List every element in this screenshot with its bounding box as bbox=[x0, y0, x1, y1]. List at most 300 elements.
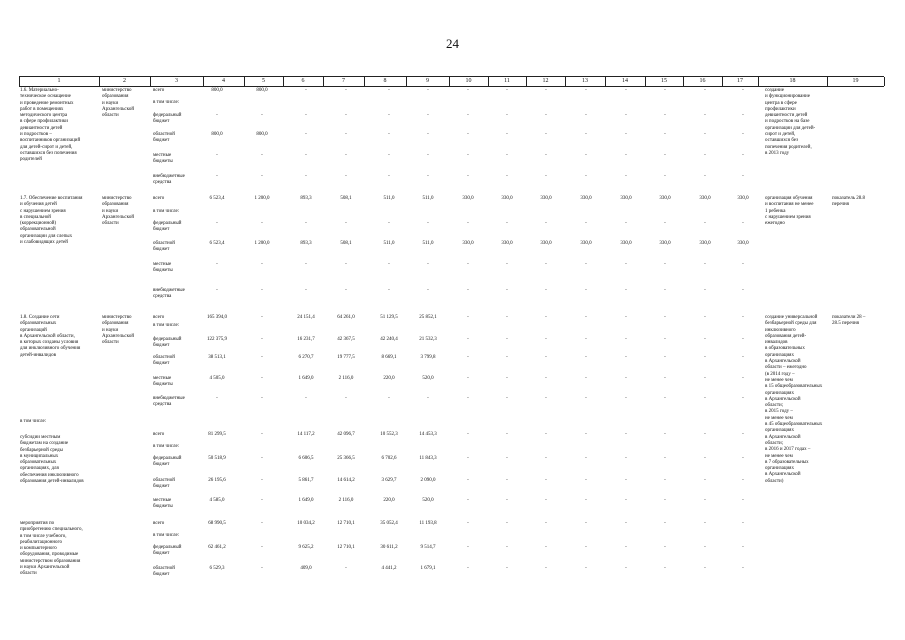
funding-value: - bbox=[388, 132, 390, 137]
funding-value: 24 151,4 bbox=[297, 315, 315, 320]
indicator-ref: показатели 28 – 28.5 перечня bbox=[832, 315, 866, 327]
header-col-number: 15 bbox=[661, 78, 667, 84]
funding-value: 220,0 bbox=[383, 376, 395, 381]
funding-value: - bbox=[742, 315, 744, 320]
funding-value: - bbox=[585, 174, 587, 179]
header-divider bbox=[884, 77, 885, 86]
funding-value: - bbox=[742, 545, 744, 550]
funding-value: - bbox=[585, 498, 587, 503]
funding-value: - bbox=[345, 174, 347, 179]
section-title: 1.8. Создание сети образовательных организаций в Архангельской области, в которых созданы условия для инклюзивного обучения детей-инвалидов bbox=[20, 315, 81, 358]
funding-value: - bbox=[388, 88, 390, 93]
funding-value: 330,0 bbox=[699, 241, 711, 246]
funding-value: - bbox=[467, 262, 469, 267]
funding-value: - bbox=[388, 262, 390, 267]
funding-value: 6 702,6 bbox=[381, 456, 397, 461]
funding-value: 330,0 bbox=[580, 196, 592, 201]
funding-value: - bbox=[545, 478, 547, 483]
funding-value: - bbox=[625, 174, 627, 179]
header-col-number: 9 bbox=[426, 78, 429, 84]
funding-value: - bbox=[585, 521, 587, 526]
funding-value: - bbox=[467, 396, 469, 401]
header-col-number: 8 bbox=[383, 78, 387, 84]
funding-value: 508,1 bbox=[340, 196, 352, 201]
funding-value: - bbox=[427, 153, 429, 158]
funding-value: 1 200,0 bbox=[254, 241, 270, 246]
funding-value: - bbox=[625, 221, 627, 226]
section-title: в том числе: bbox=[20, 419, 47, 424]
funding-value: - bbox=[664, 456, 666, 461]
funding-value: - bbox=[585, 566, 587, 571]
funding-value: - bbox=[664, 566, 666, 571]
funding-value: 4 585,0 bbox=[209, 498, 225, 503]
funding-value: 511,0 bbox=[383, 196, 395, 201]
funding-value: 42 240,4 bbox=[380, 337, 398, 342]
funding-value: 9 625,2 bbox=[298, 545, 314, 550]
funding-value: - bbox=[625, 153, 627, 158]
funding-value: - bbox=[467, 174, 469, 179]
funding-value: - bbox=[467, 376, 469, 381]
funding-value: - bbox=[585, 355, 587, 360]
funding-value: - bbox=[345, 113, 347, 118]
funding-value: - bbox=[345, 221, 347, 226]
funding-value: - bbox=[664, 221, 666, 226]
funding-value: 2 090,0 bbox=[420, 478, 436, 483]
funding-value: 1 200,0 bbox=[254, 196, 270, 201]
funding-value: 220,0 bbox=[383, 498, 395, 503]
funding-value: - bbox=[742, 288, 744, 293]
funding-value: 800,0 bbox=[211, 88, 223, 93]
funding-value: 25 366,5 bbox=[337, 456, 355, 461]
funding-value: 8 669,1 bbox=[381, 355, 397, 360]
funding-source-label: федеральный бюджет bbox=[153, 337, 182, 349]
funding-value: - bbox=[664, 132, 666, 137]
expected-result: создание универсальной безбарьерной среды для инклюзивного образования детей- инвалидов в образовательных организациях в Архангельской области – ежегодно (в 2014 году – не менее чем в 15 общеобразовательных организациях в Архангельской области; в 2015 году – не менее чем в 45 общеобразовательных организациях в Архангельской области; в 2016 и 2017 годах – не менее чем в 7 образовательных организациях в Архангельской области) bbox=[765, 315, 823, 484]
funding-value: - bbox=[467, 432, 469, 437]
funding-value: 330,0 bbox=[659, 196, 671, 201]
funding-source-label: всего bbox=[153, 196, 165, 201]
header-col-number: 17 bbox=[737, 78, 743, 84]
funding-value: - bbox=[427, 113, 429, 118]
funding-value: 38 513,1 bbox=[208, 355, 226, 360]
funding-value: - bbox=[467, 132, 469, 137]
funding-value: 19 777,5 bbox=[337, 355, 355, 360]
funding-value: - bbox=[506, 174, 508, 179]
funding-value: - bbox=[704, 478, 706, 483]
funding-value: - bbox=[704, 88, 706, 93]
funding-value: - bbox=[506, 498, 508, 503]
funding-value: 2 116,0 bbox=[338, 376, 354, 381]
funding-value: 330,0 bbox=[501, 241, 513, 246]
funding-value: - bbox=[345, 132, 347, 137]
header-col-number: 18 bbox=[789, 78, 796, 84]
funding-value: - bbox=[545, 132, 547, 137]
funding-value: 409,0 bbox=[300, 566, 312, 571]
funding-value: - bbox=[625, 545, 627, 550]
funding-value: - bbox=[261, 262, 263, 267]
funding-value: - bbox=[467, 315, 469, 320]
funding-value: - bbox=[545, 396, 547, 401]
funding-value: 64 261,0 bbox=[337, 315, 355, 320]
funding-value: - bbox=[545, 221, 547, 226]
funding-value: - bbox=[742, 521, 744, 526]
funding-value: - bbox=[506, 432, 508, 437]
funding-value: - bbox=[585, 132, 587, 137]
funding-value: - bbox=[216, 153, 218, 158]
funding-source-label: областной бюджет bbox=[153, 478, 175, 490]
funding-value: - bbox=[545, 174, 547, 179]
funding-value: - bbox=[545, 545, 547, 550]
funding-value: 330,0 bbox=[737, 196, 749, 201]
funding-value: - bbox=[467, 337, 469, 342]
funding-value: - bbox=[427, 221, 429, 226]
funding-value: - bbox=[664, 315, 666, 320]
funding-value: - bbox=[664, 153, 666, 158]
header-col-number: 13 bbox=[582, 78, 588, 84]
funding-value: 42 096,7 bbox=[337, 432, 355, 437]
funding-value: 11 843,3 bbox=[419, 456, 437, 461]
funding-value: - bbox=[742, 153, 744, 158]
funding-value: - bbox=[261, 288, 263, 293]
funding-value: - bbox=[704, 521, 706, 526]
funding-source-label: в том числе: bbox=[153, 100, 180, 105]
funding-value: - bbox=[704, 376, 706, 381]
funding-value: - bbox=[664, 88, 666, 93]
funding-value: - bbox=[585, 262, 587, 267]
funding-value: 893,3 bbox=[300, 241, 312, 246]
funding-value: - bbox=[345, 396, 347, 401]
funding-source-label: всего bbox=[153, 521, 165, 526]
funding-value: - bbox=[704, 545, 706, 550]
header-col-number: 2 bbox=[123, 78, 126, 84]
funding-value: - bbox=[742, 355, 744, 360]
funding-value: - bbox=[742, 432, 744, 437]
funding-source-label: всего bbox=[153, 88, 165, 93]
funding-source-label: федеральный бюджет bbox=[153, 545, 182, 557]
funding-value: 10 552,3 bbox=[380, 432, 398, 437]
funding-value: 330,0 bbox=[620, 241, 632, 246]
funding-value: - bbox=[261, 498, 263, 503]
funding-value: - bbox=[506, 521, 508, 526]
funding-value: - bbox=[704, 174, 706, 179]
expected-result: создание и функционирование центра в сфере профилактики девиантности детей и подростков на базе организации для детей- сирот и детей, оставшихся без попечения родителей, в 2013 году bbox=[765, 88, 816, 156]
funding-value: - bbox=[545, 432, 547, 437]
funding-value: - bbox=[305, 262, 307, 267]
funding-value: 62 461,2 bbox=[208, 545, 226, 550]
funding-source-label: местные бюджеты bbox=[153, 153, 173, 165]
funding-source-label: внебюджетные средства bbox=[153, 288, 185, 300]
indicator-ref: показатель 28.8 перечня bbox=[832, 196, 865, 208]
funding-value: - bbox=[506, 221, 508, 226]
funding-value: - bbox=[585, 88, 587, 93]
funding-value: - bbox=[704, 355, 706, 360]
header-col-number: 7 bbox=[342, 78, 345, 84]
funding-value: - bbox=[467, 545, 469, 550]
funding-value: - bbox=[506, 153, 508, 158]
funding-value: - bbox=[467, 88, 469, 93]
header-col-number: 1 bbox=[57, 78, 61, 84]
funding-value: 330,0 bbox=[462, 196, 474, 201]
funding-value: - bbox=[305, 132, 307, 137]
funding-value: - bbox=[742, 262, 744, 267]
funding-value: - bbox=[506, 355, 508, 360]
funding-value: - bbox=[742, 498, 744, 503]
funding-value: - bbox=[427, 288, 429, 293]
funding-value: - bbox=[704, 221, 706, 226]
funding-value: - bbox=[545, 337, 547, 342]
funding-source-label: областной бюджет bbox=[153, 241, 175, 253]
funding-value: - bbox=[467, 355, 469, 360]
funding-value: - bbox=[742, 456, 744, 461]
header-col-number: 16 bbox=[699, 78, 706, 84]
funding-value: - bbox=[545, 315, 547, 320]
funding-value: - bbox=[388, 153, 390, 158]
funding-value: - bbox=[585, 221, 587, 226]
header-col-number: 12 bbox=[542, 78, 549, 84]
funding-value: 11 193,8 bbox=[419, 521, 437, 526]
funding-value: 25 852,1 bbox=[419, 315, 437, 320]
funding-value: - bbox=[345, 288, 347, 293]
funding-value: - bbox=[261, 566, 263, 571]
funding-value: - bbox=[261, 113, 263, 118]
funding-value: 4 441,2 bbox=[381, 566, 397, 571]
funding-value: - bbox=[625, 262, 627, 267]
funding-value: - bbox=[585, 315, 587, 320]
funding-value: - bbox=[704, 132, 706, 137]
funding-value: - bbox=[704, 288, 706, 293]
header-col-number: 11 bbox=[504, 78, 510, 84]
funding-value: - bbox=[625, 355, 627, 360]
funding-value: - bbox=[261, 174, 263, 179]
funding-value: - bbox=[388, 288, 390, 293]
funding-source-label: внебюджетные средства bbox=[153, 396, 185, 408]
funding-source-label: в том числе: bbox=[153, 323, 180, 328]
funding-value: - bbox=[664, 478, 666, 483]
funding-value: - bbox=[625, 376, 627, 381]
funding-value: - bbox=[427, 88, 429, 93]
funding-value: - bbox=[742, 174, 744, 179]
funding-value: - bbox=[664, 545, 666, 550]
funding-value: - bbox=[427, 132, 429, 137]
funding-value: - bbox=[261, 315, 263, 320]
funding-value: - bbox=[625, 478, 627, 483]
funding-value: - bbox=[664, 262, 666, 267]
funding-value: 122 375,9 bbox=[207, 337, 227, 342]
funding-value: - bbox=[261, 337, 263, 342]
funding-value: 6 606,5 bbox=[298, 456, 314, 461]
funding-value: - bbox=[305, 174, 307, 179]
funding-value: - bbox=[704, 262, 706, 267]
funding-value: - bbox=[506, 337, 508, 342]
funding-value: 6 523,4 bbox=[209, 241, 225, 246]
funding-value: - bbox=[305, 396, 307, 401]
funding-value: - bbox=[427, 174, 429, 179]
funding-value: - bbox=[585, 545, 587, 550]
funding-value: - bbox=[625, 566, 627, 571]
funding-source-label: федеральный бюджет bbox=[153, 221, 182, 233]
funding-source-label: всего bbox=[153, 432, 165, 437]
funding-value: - bbox=[704, 315, 706, 320]
funding-value: - bbox=[704, 153, 706, 158]
funding-value: - bbox=[585, 337, 587, 342]
funding-value: 6 523,4 bbox=[209, 196, 225, 201]
section-title: субсидии местным бюджетам на создание безбарьерной среды в муниципальных образовательных организациях, для обеспечения инклюзивного образования детей-инвалидов bbox=[20, 435, 84, 485]
funding-value: - bbox=[216, 174, 218, 179]
funding-value: - bbox=[585, 396, 587, 401]
funding-value: 511,0 bbox=[383, 241, 395, 246]
funding-value: - bbox=[467, 153, 469, 158]
funding-value: - bbox=[261, 545, 263, 550]
funding-value: 81 299,5 bbox=[208, 432, 226, 437]
funding-value: - bbox=[216, 396, 218, 401]
funding-value: - bbox=[467, 113, 469, 118]
funding-value: 330,0 bbox=[659, 241, 671, 246]
funding-value: - bbox=[506, 566, 508, 571]
funding-value: - bbox=[545, 288, 547, 293]
funding-value: 330,0 bbox=[580, 241, 592, 246]
funding-value: 6 270,7 bbox=[298, 355, 314, 360]
funding-value: 1 679,1 bbox=[420, 566, 436, 571]
funding-value: 800,0 bbox=[256, 132, 268, 137]
funding-value: - bbox=[704, 456, 706, 461]
funding-value: - bbox=[305, 113, 307, 118]
funding-value: - bbox=[427, 396, 429, 401]
funding-source-label: областной бюджет bbox=[153, 132, 175, 144]
funding-value: - bbox=[545, 498, 547, 503]
funding-value: 68 990,5 bbox=[208, 521, 226, 526]
expected-result: организация обучения и воспитания не менее 1 ребенка с нарушением зрения ежегодно bbox=[765, 196, 814, 227]
funding-value: - bbox=[261, 376, 263, 381]
funding-value: - bbox=[305, 153, 307, 158]
funding-source-label: в том числе: bbox=[153, 444, 180, 449]
funding-value: 50 518,9 bbox=[208, 456, 226, 461]
funding-value: - bbox=[545, 355, 547, 360]
funding-value: - bbox=[506, 288, 508, 293]
funding-value: - bbox=[625, 432, 627, 437]
funding-value: - bbox=[704, 113, 706, 118]
funding-value: - bbox=[506, 478, 508, 483]
funding-value: 3 629,7 bbox=[381, 478, 397, 483]
funding-value: - bbox=[261, 355, 263, 360]
funding-value: - bbox=[305, 288, 307, 293]
funding-value: - bbox=[506, 376, 508, 381]
funding-value: 5 861,7 bbox=[298, 478, 314, 483]
funding-value: - bbox=[261, 153, 263, 158]
funding-value: - bbox=[742, 113, 744, 118]
funding-value: - bbox=[625, 396, 627, 401]
funding-value: 800,0 bbox=[256, 88, 268, 93]
funding-value: - bbox=[664, 498, 666, 503]
funding-value: - bbox=[704, 432, 706, 437]
funding-value: 10 034,2 bbox=[297, 521, 315, 526]
funding-value: - bbox=[664, 432, 666, 437]
funding-value: 3 799,8 bbox=[420, 355, 436, 360]
funding-value: 508,1 bbox=[340, 241, 352, 246]
page-number: 24 bbox=[446, 36, 459, 51]
funding-value: 12 710,1 bbox=[337, 521, 355, 526]
funding-source-label: в том числе: bbox=[153, 209, 180, 214]
funding-value: 35 052,4 bbox=[380, 521, 398, 526]
funding-value: - bbox=[545, 456, 547, 461]
funding-value: - bbox=[625, 88, 627, 93]
funding-value: - bbox=[305, 88, 307, 93]
executor: министерство образования и науки Архангельской области bbox=[102, 315, 134, 346]
funding-value: 165 394,0 bbox=[207, 315, 227, 320]
funding-value: - bbox=[625, 113, 627, 118]
funding-value: 2 116,0 bbox=[338, 498, 354, 503]
funding-value: - bbox=[545, 88, 547, 93]
funding-value: 12 710,1 bbox=[337, 545, 355, 550]
funding-value: - bbox=[467, 478, 469, 483]
funding-value: - bbox=[742, 221, 744, 226]
funding-value: 330,0 bbox=[540, 196, 552, 201]
funding-value: - bbox=[704, 498, 706, 503]
funding-value: 520,0 bbox=[422, 498, 434, 503]
funding-value: - bbox=[467, 456, 469, 461]
funding-value: - bbox=[467, 221, 469, 226]
funding-value: 26 195,6 bbox=[208, 478, 226, 483]
funding-value: 30 611,2 bbox=[380, 545, 398, 550]
funding-source-label: областной бюджет bbox=[153, 355, 175, 367]
funding-value: - bbox=[506, 113, 508, 118]
funding-value: - bbox=[545, 376, 547, 381]
funding-value: - bbox=[664, 355, 666, 360]
header-col-number: 14 bbox=[622, 78, 628, 84]
funding-value: 511,0 bbox=[422, 241, 434, 246]
funding-value: - bbox=[585, 478, 587, 483]
funding-value: - bbox=[625, 315, 627, 320]
funding-value: - bbox=[467, 566, 469, 571]
funding-value: - bbox=[625, 521, 627, 526]
funding-value: 330,0 bbox=[540, 241, 552, 246]
funding-value: - bbox=[216, 113, 218, 118]
funding-value: - bbox=[388, 113, 390, 118]
funding-value: 6 529,3 bbox=[209, 566, 225, 571]
funding-value: 520,0 bbox=[422, 376, 434, 381]
funding-value: - bbox=[388, 174, 390, 179]
funding-source-label: всего bbox=[153, 315, 165, 320]
funding-source-label: федеральный бюджет bbox=[153, 456, 182, 468]
funding-value: - bbox=[427, 262, 429, 267]
funding-value: - bbox=[742, 396, 744, 401]
funding-value: - bbox=[305, 221, 307, 226]
funding-value: - bbox=[545, 262, 547, 267]
funding-value: - bbox=[742, 566, 744, 571]
funding-value: - bbox=[467, 498, 469, 503]
funding-value: 330,0 bbox=[737, 241, 749, 246]
funding-value: - bbox=[585, 113, 587, 118]
funding-source-label: областной бюджет bbox=[153, 566, 175, 578]
header-col-number: 3 bbox=[175, 78, 178, 84]
funding-value: - bbox=[506, 396, 508, 401]
funding-value: - bbox=[664, 113, 666, 118]
funding-value: - bbox=[704, 337, 706, 342]
funding-value: 893,3 bbox=[300, 196, 312, 201]
funding-value: - bbox=[467, 288, 469, 293]
funding-value: - bbox=[742, 337, 744, 342]
funding-value: - bbox=[704, 566, 706, 571]
funding-source-label: местные бюджеты bbox=[153, 498, 173, 510]
funding-value: - bbox=[585, 288, 587, 293]
funding-value: 14 453,3 bbox=[419, 432, 437, 437]
funding-source-label: внебюджетные средства bbox=[153, 174, 185, 186]
funding-value: - bbox=[216, 221, 218, 226]
funding-value: - bbox=[506, 456, 508, 461]
header-col-number: 19 bbox=[852, 78, 859, 84]
funding-value: 4 505,0 bbox=[209, 376, 225, 381]
funding-value: - bbox=[585, 432, 587, 437]
funding-value: 9 514,7 bbox=[420, 545, 436, 550]
